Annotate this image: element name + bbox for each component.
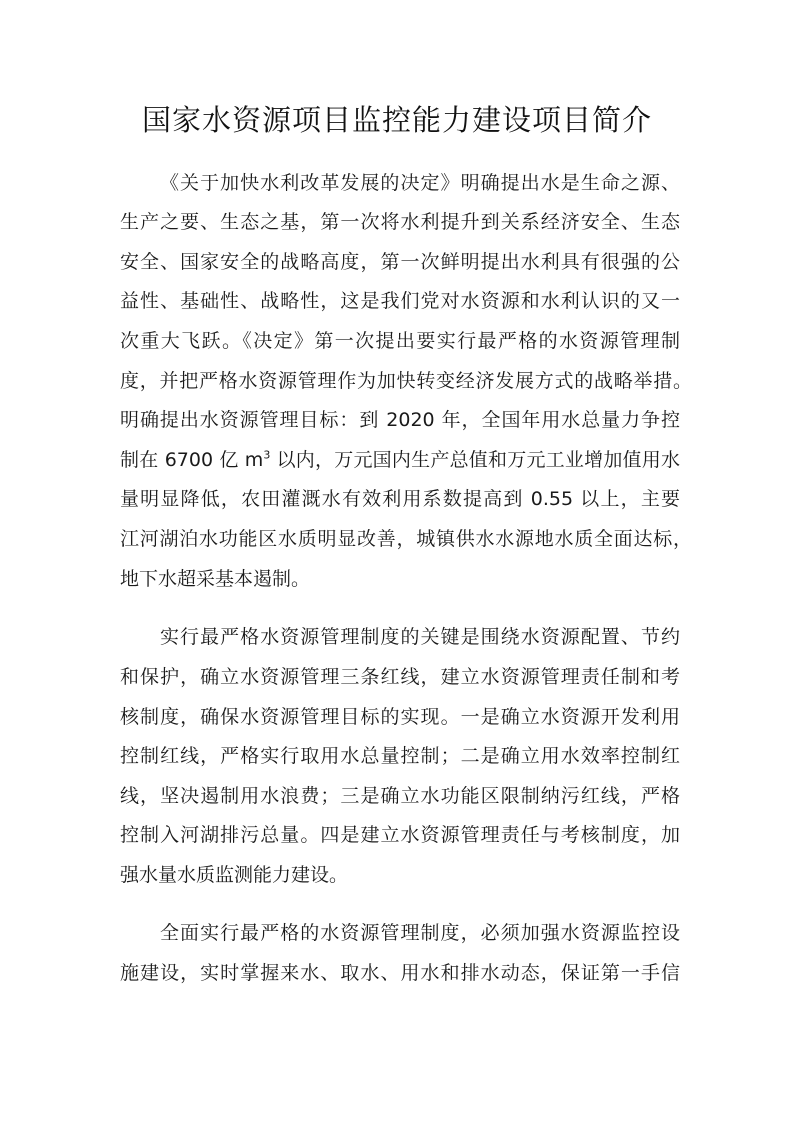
paragraph-1-line-11: 地下水超采基本遏制。: [120, 568, 311, 590]
paragraph-1-line-2: 生产之要、生态之基，第一次将水利提升到关系经济安全、生态: [120, 211, 680, 233]
paragraph-2-line-4: 控制红线，严格实行取用水总量控制；二是确立用水效率控制红: [120, 745, 680, 767]
paragraph-1-line-6: 度，并把严格水资源管理作为加快转变经济发展方式的战略举措。: [120, 370, 692, 392]
paragraph-2-line-6: 控制入河湖排污总量。四是建立水资源管理责任与考核制度，加: [120, 824, 680, 846]
line-8-text-after: 以内，万元国内生产总值和万元工业增加值用水: [270, 449, 680, 471]
paragraph-1-line-7: 明确提出水资源管理目标：到 2020 年，全国年用水总量力争控: [120, 409, 680, 431]
paragraph-2-line-1: 实行最严格水资源管理制度的关键是围绕水资源配置、节约: [160, 626, 680, 648]
paragraph-1-line-1: 《关于加快水利改革发展的决定》明确提出水是生命之源、: [160, 172, 680, 194]
paragraph-2-line-3: 核制度，确保水资源管理目标的实现。一是确立水资源开发利用: [120, 706, 680, 728]
paragraph-3-line-1: 全面实行最严格的水资源管理制度，必须加强水资源监控设: [160, 922, 680, 944]
line-8-text-before: 制在 6700 亿 m: [120, 449, 264, 471]
paragraph-1-line-9: 量明显降低，农田灌溉水有效利用系数提高到 0.55 以上，主要: [120, 488, 680, 510]
paragraph-2-line-5: 线，坚决遏制用水浪费；三是确立水功能区限制纳污红线，严格: [120, 785, 680, 807]
paragraph-3-line-2: 施建设，实时掌握来水、取水、用水和排水动态，保证第一手信: [120, 962, 680, 984]
superscript-3: 3: [263, 448, 271, 462]
paragraph-1-line-4: 益性、基础性、战略性，这是我们党对水资源和水利认识的又一: [120, 290, 680, 312]
paragraph-1-line-10: 江河湖泊水功能区水质明显改善，城镇供水水源地水质全面达标，: [120, 528, 692, 550]
paragraph-2-line-7: 强水量水质监测能力建设。: [120, 864, 349, 886]
paragraph-1-line-5: 次重大飞跃。《决定》第一次提出要实行最严格的水资源管理制: [120, 330, 680, 352]
paragraph-2-line-2: 和保护，确立水资源管理三条红线，建立水资源管理责任制和考: [120, 666, 680, 688]
paragraph-1-line-3: 安全、国家安全的战略高度，第一次鲜明提出水利具有很强的公: [120, 251, 680, 273]
document-title: 国家水资源项目监控能力建设项目简介: [141, 103, 652, 137]
paragraph-1-line-8: [120, 444, 680, 476]
